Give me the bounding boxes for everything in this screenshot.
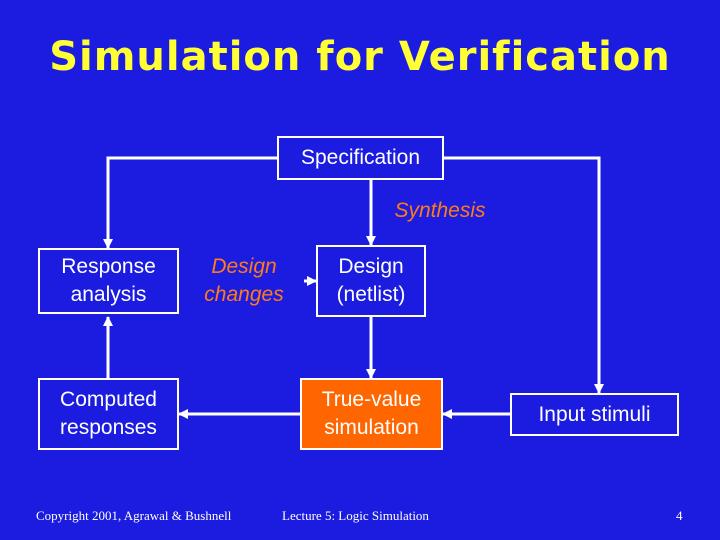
true-value-simulation-box [300,378,443,450]
footer-page-number: 4 [676,508,683,523]
footer-copyright: Copyright 2001, Agrawal & Bushnell [36,508,232,523]
specification-label: Specification [300,146,421,169]
synthesis-label: Synthesis [394,199,486,222]
computed-responses-box [38,378,179,450]
specification-box [277,136,444,180]
response-analysis-box [38,248,179,314]
input-stimuli-label: Input stimuli [538,402,651,426]
input-stimuli-box [510,393,679,436]
design-changes-label: Design changes [204,255,284,306]
computed-responses-label: Computed responses [60,388,157,439]
design-netlist-label: Design (netlist) [336,255,406,306]
response-analysis-label: Response analysis [61,255,156,306]
slide-title: Simulation for Verification [49,34,671,80]
true-value-simulation-label: True-value simulation [321,388,422,439]
spec-to-stimuli-arrow [444,158,599,393]
footer-lecture: Lecture 5: Logic Simulation [282,508,429,523]
spec-to-response-arrow [108,158,277,248]
design-netlist-box [316,245,426,317]
